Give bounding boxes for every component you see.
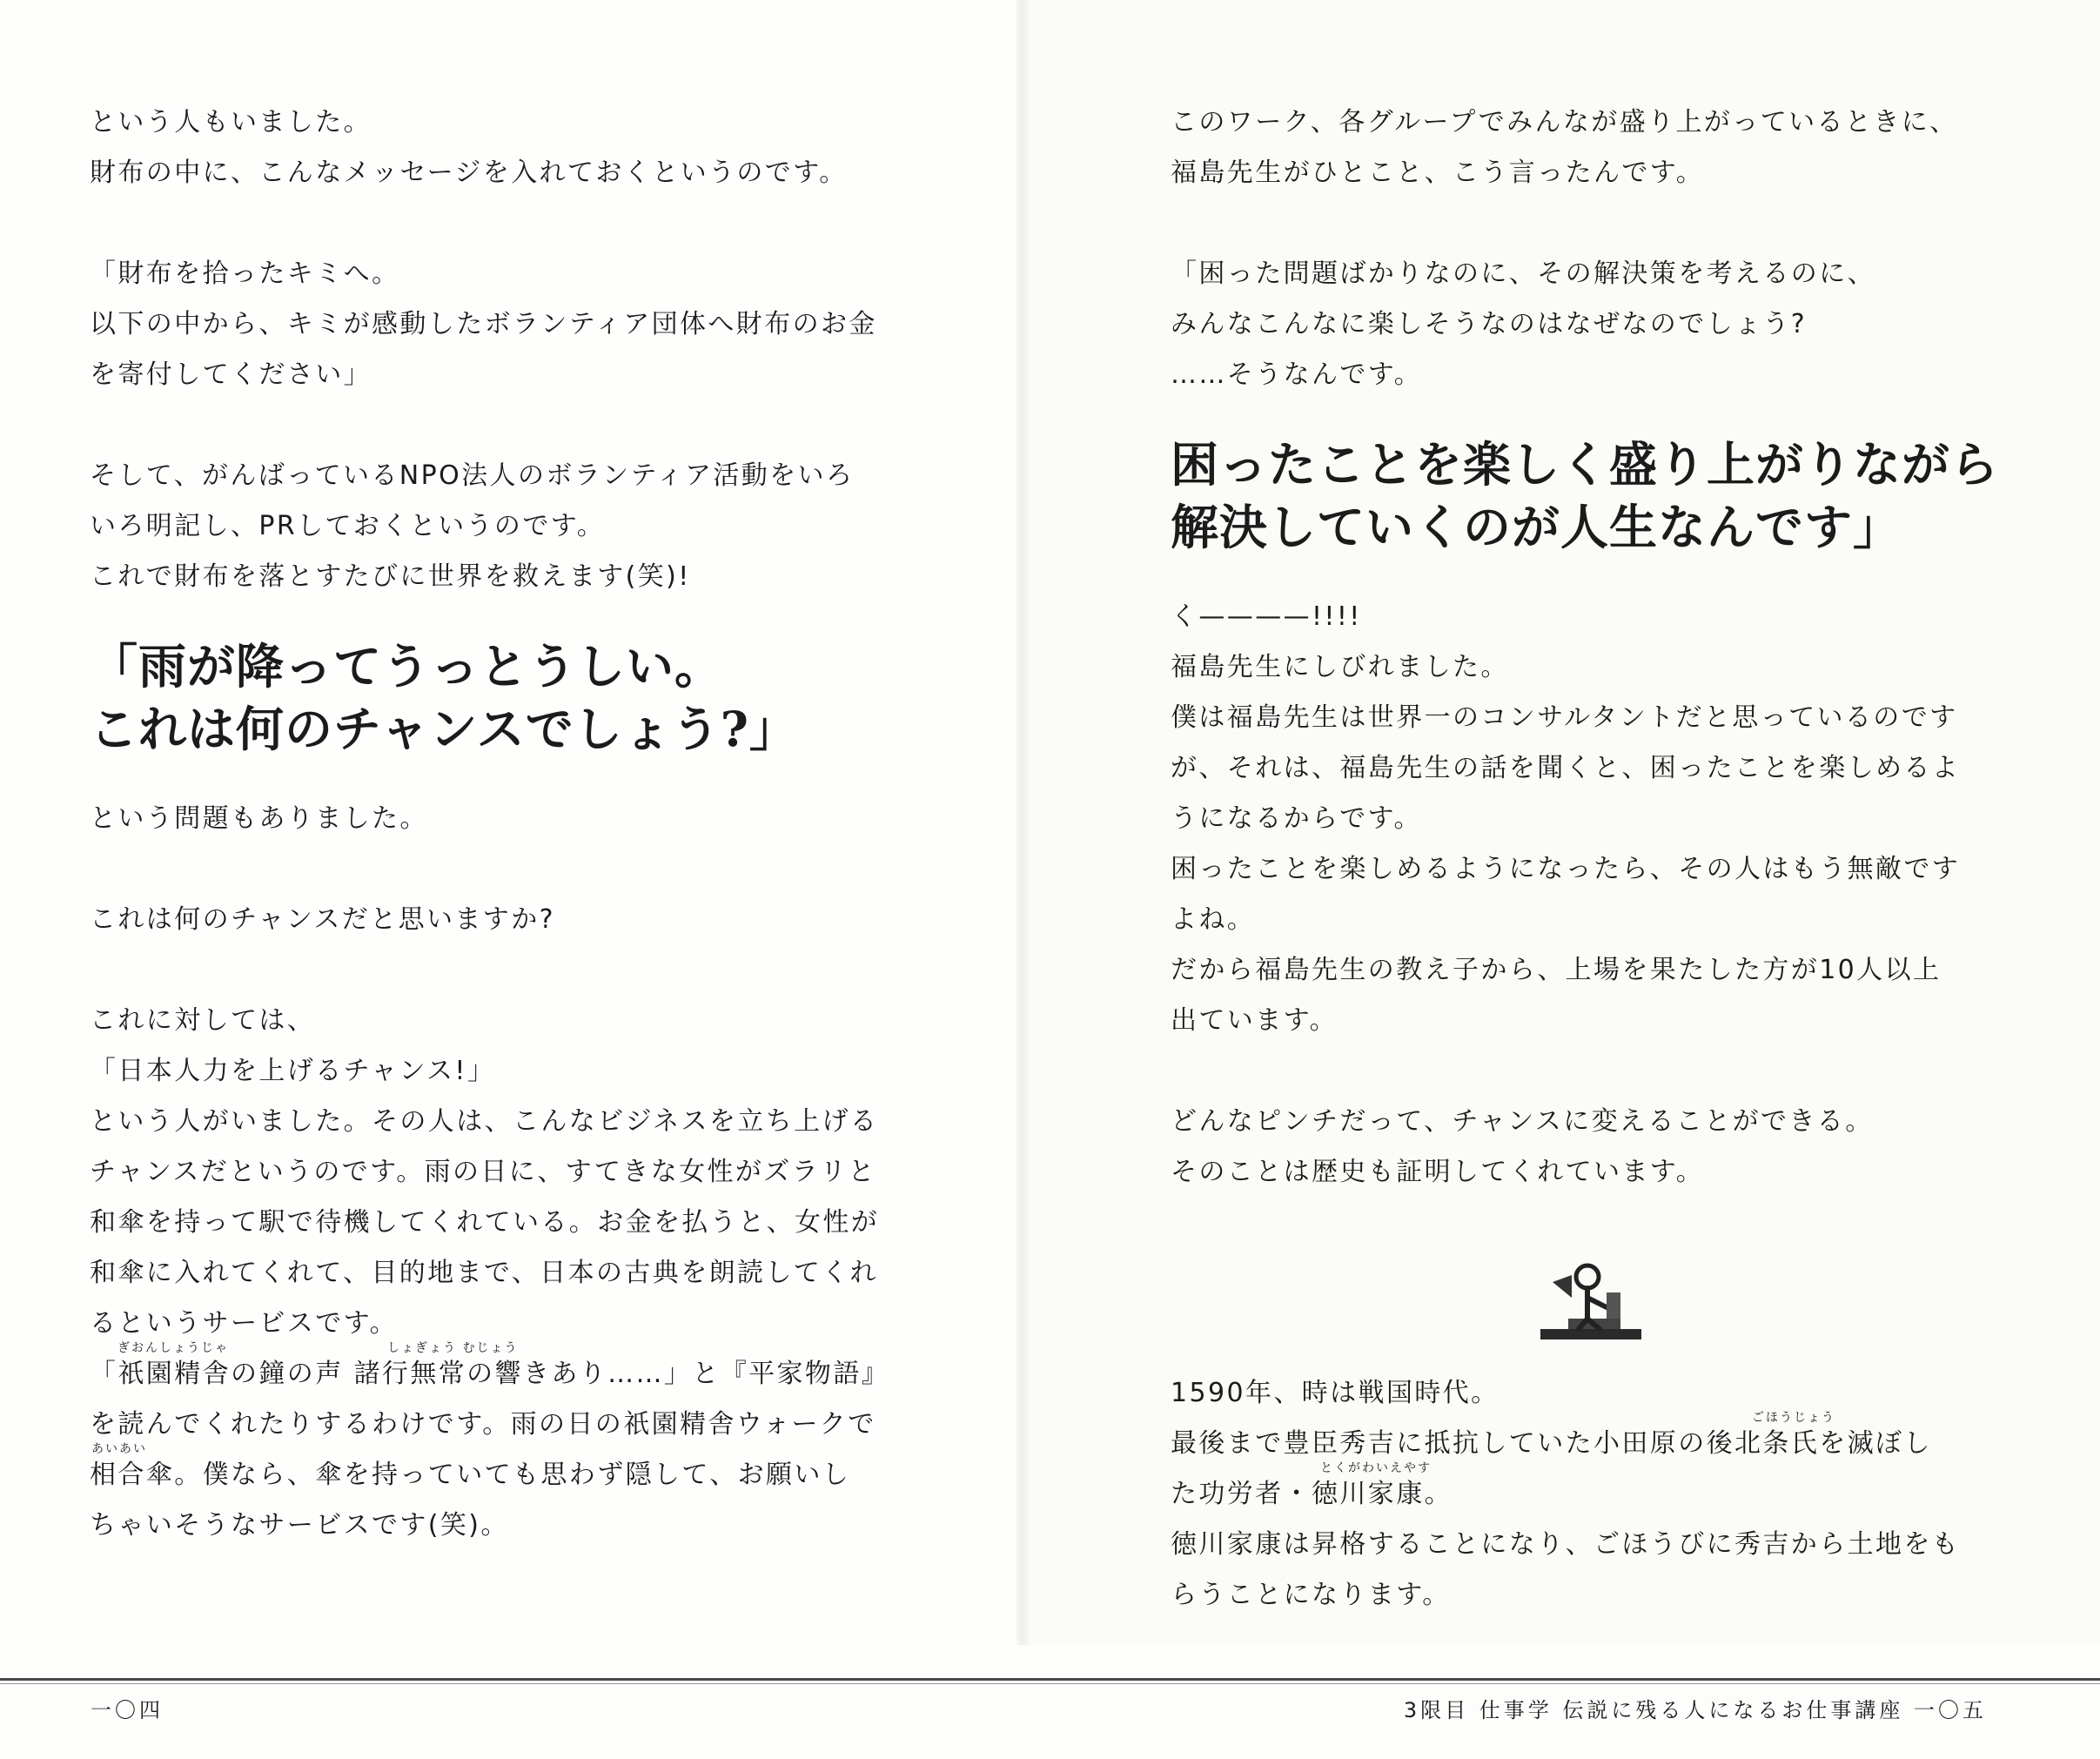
text-line: 和傘に入れてくれて、目的地まで、日本の古典を朗読してくれ bbox=[90, 1258, 878, 1288]
text-line: 和傘を持って駅で待機してくれている。お金を払うと、女性が bbox=[90, 1207, 880, 1238]
ruby-gohojo: ごほうじょう bbox=[1752, 1411, 1835, 1425]
text-line: このワーク、各グループでみんなが盛り上がっているときに、 bbox=[1171, 107, 1958, 138]
text-line: 福島先生がひとこと、こう言ったんです。 bbox=[1171, 158, 1705, 188]
text-line: を寄付してください」 bbox=[90, 359, 372, 390]
text-line: みんなこんなに楽しそうなのはなぜなのでしょう? bbox=[1171, 309, 1808, 339]
text-line-with-ruby bbox=[1171, 1411, 2006, 1469]
text-line: ちゃいそうなサービスです(笑)。 bbox=[90, 1510, 509, 1541]
text-line: 「財布を拾ったキミへ。 bbox=[90, 258, 400, 289]
text-line: らうことになります。 bbox=[1171, 1580, 1451, 1610]
text-line: チャンスだというのです。雨の日に、すてきな女性がズラリと bbox=[90, 1157, 876, 1187]
footer-rule-thin bbox=[0, 1683, 2100, 1684]
text-line: た功労者・徳川家康。 bbox=[1171, 1479, 1453, 1509]
text-line: そのことは歴史も証明してくれています。 bbox=[1171, 1157, 1705, 1187]
ruby-tokugawa: とくがわいえやす bbox=[1320, 1461, 1432, 1475]
text-line: るというサービスです。 bbox=[90, 1308, 398, 1339]
text-line: 1590年、時は戦国時代。 bbox=[1171, 1378, 1500, 1408]
ruby-gion: ぎおんしょうじゃ bbox=[117, 1341, 229, 1355]
text-line: よね。 bbox=[1171, 904, 1256, 935]
text-line: 徳川家康は昇格することになり、ごほうびに秀吉から土地をも bbox=[1171, 1529, 1961, 1560]
text-line: という人もいました。 bbox=[90, 107, 372, 138]
section-heading-line: 「雨が降ってうっとうしい。 bbox=[90, 638, 724, 695]
footer-rule bbox=[0, 1678, 2100, 1681]
right-column bbox=[1171, 97, 2006, 1621]
text-line-with-ruby bbox=[1171, 1461, 2006, 1520]
text-line: という問題もありました。 bbox=[90, 803, 428, 834]
text-line: 僕は福島先生は世界一のコンサルタントだと思っているのです bbox=[1171, 702, 1958, 733]
text-line: だから福島先生の教え子から、上場を果たした方が10人以上 bbox=[1171, 955, 1942, 985]
text-line: これで財布を落とすたびに世界を救えます(笑)! bbox=[90, 561, 691, 592]
text-line: く————!!!! bbox=[1171, 601, 1362, 632]
text-line: 最後まで豊臣秀吉に抵抗していた小田原の後北条氏を滅ぼし bbox=[1171, 1428, 1932, 1459]
page-number-left: 一〇四 bbox=[91, 1698, 164, 1722]
text-line: を読んでくれたりするわけです。雨の日の祇園精舎ウォークで bbox=[90, 1409, 876, 1440]
ruby-aiai: あいあい bbox=[91, 1442, 147, 1456]
ruby-shogyo-mujo: しょぎょう むじょう bbox=[387, 1341, 519, 1355]
text-line: うになるからです。 bbox=[1171, 803, 1422, 834]
text-line: これは何のチャンスだと思いますか? bbox=[90, 904, 555, 935]
text-line: 困ったことを楽しめるようになったら、その人はもう無敵です bbox=[1171, 854, 1961, 884]
text-line: ……そうなんです。 bbox=[1171, 359, 1423, 390]
section-heading-line: 解決していくのが人生なんです」 bbox=[1171, 499, 1902, 555]
text-line: が、それは、福島先生の話を聞くと、困ったことを楽しめるよ bbox=[1171, 753, 1961, 783]
section-heading-line: これは何のチャンスでしょう?」 bbox=[90, 701, 798, 757]
book-gutter bbox=[1016, 0, 1029, 1645]
text-line: 出ています。 bbox=[1171, 1005, 1338, 1036]
text-line-with-ruby bbox=[90, 1341, 925, 1400]
text-line: 相合傘。僕なら、傘を持っていても思わず隠して、お願いし bbox=[90, 1460, 851, 1490]
text-line: そして、がんばっているNPO法人のボランティア活動をいろ bbox=[90, 460, 855, 491]
section-heading-line: 困ったことを楽しく盛り上がりながら bbox=[1171, 436, 2000, 493]
text-line: という人がいました。その人は、こんなビジネスを立ち上げる bbox=[90, 1106, 879, 1137]
text-line: これに対しては、 bbox=[90, 1005, 316, 1036]
text-line: 「祇園精舎の鐘の声 諸行無常の響きあり……」と『平家物語』 bbox=[90, 1359, 890, 1389]
text-line: 「日本人力を上げるチャンス!」 bbox=[90, 1056, 496, 1086]
running-head-right: 3限目 仕事学 伝説に残る人になるお仕事講座 一〇五 bbox=[1403, 1698, 1987, 1722]
left-column bbox=[90, 97, 925, 1551]
text-line: 「困った問題ばかりなのに、その解決策を考えるのに、 bbox=[1171, 258, 1875, 289]
text-line: 福島先生にしびれました。 bbox=[1171, 652, 1509, 682]
text-line-with-ruby bbox=[90, 1442, 925, 1501]
text-line: 以下の中から、キミが感動したボランティア団体へ財布のお金 bbox=[90, 309, 877, 339]
walking-figure-icon bbox=[1533, 1258, 1648, 1345]
text-line: どんなピンチだって、チャンスに変えることができる。 bbox=[1171, 1106, 1874, 1137]
text-line: いろ明記し、PRしておくというのです。 bbox=[90, 511, 606, 541]
text-line: 財布の中に、こんなメッセージを入れておくというのです。 bbox=[90, 158, 848, 188]
